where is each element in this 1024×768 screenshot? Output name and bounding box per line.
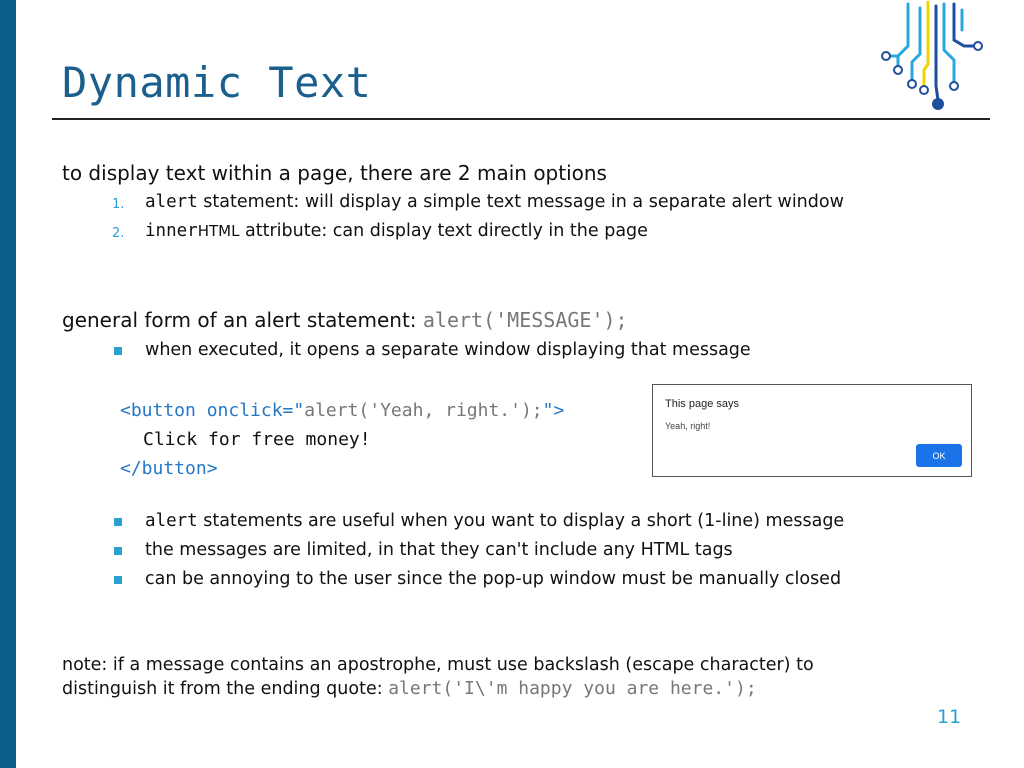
general-form-text: general form of an alert statement: (62, 308, 417, 332)
bullet-item: can be annoying to the user since the pop-up window must be manually closed (145, 569, 842, 589)
ok-button[interactable]: OK (916, 444, 962, 467)
note-line-2 (62, 678, 757, 699)
list-item (145, 192, 844, 212)
left-accent-bar (0, 0, 16, 768)
bullet-item: when executed, it opens a separate window displaying that message (145, 340, 751, 360)
code-line-open (120, 400, 564, 421)
list-number: 1. (112, 197, 125, 212)
code-line-inner: Click for free money! (143, 429, 371, 450)
code-onclick-value: alert('Yeah, right.'); (304, 400, 543, 421)
list-item-text: statement: will display a simple text message in a separate alert window (203, 192, 844, 212)
note-line-1: note: if a message contains an apostrophe, must use backslash (escape character) to (62, 655, 814, 675)
code-keyword: inner (145, 221, 198, 241)
bullet-item (145, 511, 844, 531)
general-form-line (62, 308, 628, 332)
dialog-message: Yeah, right! (665, 421, 711, 431)
dialog-title: This page says (665, 398, 739, 410)
bullet-marker (114, 347, 122, 355)
list-item (145, 221, 648, 241)
slide-title: Dynamic Text (62, 58, 372, 107)
general-form-code: alert('MESSAGE'); (422, 308, 628, 332)
bullet-text: statements are useful when you want to display a short (1-line) message (203, 511, 845, 531)
code-keyword: alert (145, 192, 198, 212)
code-line-close: </button> (120, 458, 218, 479)
bullet-item: the messages are limited, in that they can't include any HTML tags (145, 540, 733, 560)
page-number: 11 (937, 706, 962, 728)
note-text: distinguish it from the ending quote: (62, 679, 383, 699)
title-divider (52, 118, 990, 120)
note-code: alert('I\'m happy you are here.'); (388, 678, 757, 699)
list-item-text: attribute: can display text directly in the page (245, 221, 648, 241)
list-number: 2. (112, 226, 125, 241)
circuit-logo-icon (878, 0, 988, 112)
code-keyword: alert (145, 511, 198, 531)
bullet-marker (114, 518, 122, 526)
intro-text: to display text within a page, there are 2 main options (62, 161, 607, 185)
bullet-marker (114, 576, 122, 584)
code-tag-open-b: "> (542, 400, 565, 421)
bullet-marker (114, 547, 122, 555)
alert-dialog-preview (652, 384, 972, 477)
code-tag-open-a: <button onclick=" (120, 400, 305, 421)
code-keyword-upper: HTML (197, 222, 240, 240)
